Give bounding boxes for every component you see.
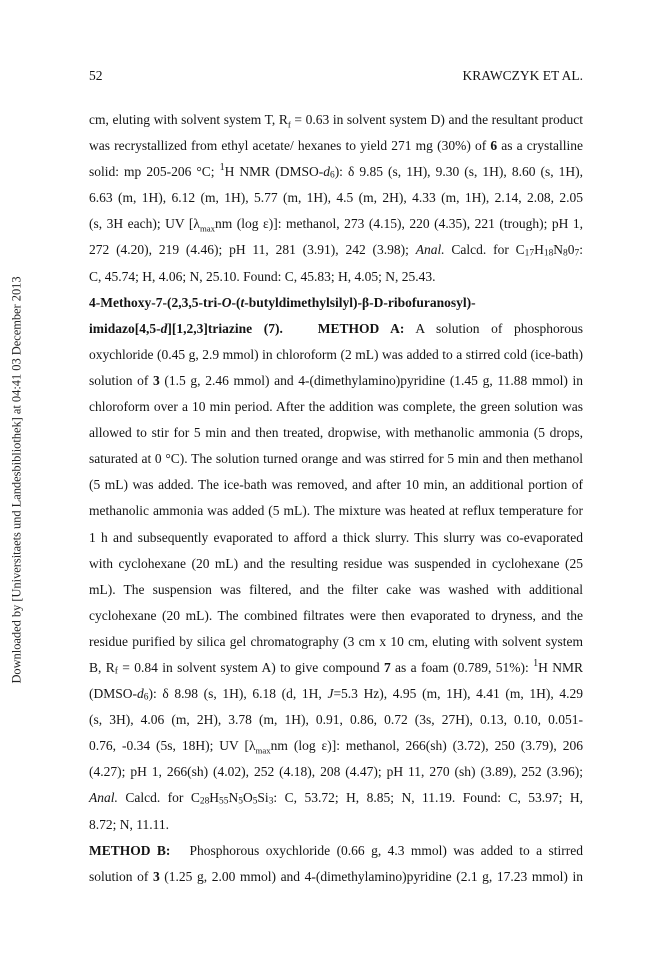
text-line: allowed to stir for 5 min and then treated, dropwise, with methanolic ammonia (5 drops, xyxy=(89,425,583,441)
method-b-heading-line: METHOD B: Phosphorous oxychloride (0.66 g, 4.3 mmol) was added to a stirred xyxy=(89,842,583,858)
text-line: 272 (4.20), 219 (4.46); pH 11, 281 (3.91), 242 (3.98); Anal. Calcd. for $C_{17}H_{18}N_80_7$: xyxy=(89,242,583,260)
text-line: solid: mp 205-206 °C; $^1$H NMR $(DMSO-d_6)$: δ 9.85 (s, 1H), 9.30 (s, 1H), 8.60 (s, 1H), xyxy=(89,162,584,181)
text-line: imidazo[4,5-d][1,2,3]triazine (7). METHOD A: A solution of phosphorous xyxy=(89,320,583,336)
text-line: oxychloride (0.45 g, 2.9 mmol) in chloroform (2 mL) was added to a stirred cold (ice-bath) xyxy=(89,346,583,362)
text-line: residue purified by silica gel chromatography (3 cm x 10 cm, eluting with solvent system xyxy=(89,633,583,649)
text-line: with cyclohexane (20 mL) and the resulting residue was suspended in cyclohexane (25 xyxy=(89,555,583,571)
text-line: (5 mL) was added. The ice-bath was removed, and after 10 min, an additional portion of xyxy=(89,477,583,493)
page-header xyxy=(89,66,583,86)
text-line: cm, eluting with solvent system T, $R_f = 0.63$ in solvent system D) and the resultant product xyxy=(89,112,583,130)
text-line: B, $R_f = 0.84$ in solvent system A) to give compound 7 as a foam (0.789, 51%): $^1$H NMR xyxy=(89,657,583,677)
text-line: mL). The suspension was filtered, and the filter cake was washed with additional xyxy=(89,581,583,597)
running-head: KRAWCZYK ET AL. xyxy=(462,68,583,83)
page-number: 52 xyxy=(89,68,103,83)
text-line: 0.76, -0.34 (5s, 18H); UV [$\lambda_{max}nm$ (log ε)]: methanol, 266(sh) (3.72), 250 (3.79), 206 xyxy=(89,738,583,756)
text-line: solution of 3 (1.5 g, 2.46 mmol) and 4-(dimethylamino)pyridine (1.45 g, 11.88 mmol) in xyxy=(89,372,583,388)
download-watermark xyxy=(0,0,34,960)
text-line: (4.27); pH 1, 266(sh) (4.02), 252 (4.18), 208 (4.47); pH 11, 270 (sh) (3.89), 252 (3.96); xyxy=(89,764,583,780)
text-line: C, 45.74; H, 4.06; N, 25.10. Found: C, 45.83; H, 4.05; N, 25.43. xyxy=(89,268,436,284)
text-line: (s, 3H), 4.06 (m, 2H), 3.78 (m, 1H), 0.91, 0.86, 0.72 (3s, 27H), 0.13, 0.10, 0.051- xyxy=(89,712,583,728)
text-line: methanolic ammonia was added (5 mL). The mixture was heated at reflux temperature for xyxy=(89,503,583,519)
text-line: solution of 3 (1.25 g, 2.00 mmol) and 4-(dimethylamino)pyridine (2.1 g, 17.23 mmol) in xyxy=(89,868,583,884)
text-line: was recrystallized from ethyl acetate/ hexanes to yield 271 mg (30%) of 6 as a crystalline xyxy=(89,138,584,154)
text-line: $(DMSO-d_6)$: δ 8.98 (s, 1H), 6.18 (d, 1H, J=5.3 Hz), 4.95 (m, 1H), 4.41 (m, 1H), 4.29 xyxy=(89,686,583,703)
text-line: 8.72; N, 11.11. xyxy=(89,816,169,832)
text-line: saturated at 0 °C). The solution turned orange and was stirred for 5 min and then methanol xyxy=(89,451,583,467)
text-line: 6.63 (m, 1H), 6.12 (m, 1H), 5.77 (m, 1H), 4.5 (m, 2H), 4.33 (m, 1H), 2.14, 2.08, 2.05 xyxy=(89,190,583,206)
compound-heading: 4-Methoxy-7-(2,3,5-tri-O-(t-butyldimethylsilyl)-β-D-ribofuranosyl)- xyxy=(89,294,476,310)
text-line: cyclohexane (20 mL). The combined filtrates were then evaporated to dryness, and the xyxy=(89,607,583,623)
text-line: (s, 3H each); UV [$\lambda_{max}nm$ (log ε)]: methanol, 273 (4.15), 220 (4.35), 221 (trough); pH 1, xyxy=(89,216,583,235)
text-line: chloroform over a 10 min period. After the addition was complete, the green solution was xyxy=(89,399,583,415)
download-note: Downloaded by [Universitaets und Landesbibliothek] at 04:41 03 December 2013 xyxy=(9,276,24,684)
text-line: Anal. Calcd. for $C_{28}H_{55}N_5O_5Si_3$: C, 53.72; H, 8.85; N, 11.19. Found: C, 53.97; H, xyxy=(89,790,583,808)
article-body xyxy=(89,107,583,890)
text-line: 1 h and subsequently evaporated to afford a thick slurry. This slurry was co-evaporated xyxy=(89,529,583,545)
